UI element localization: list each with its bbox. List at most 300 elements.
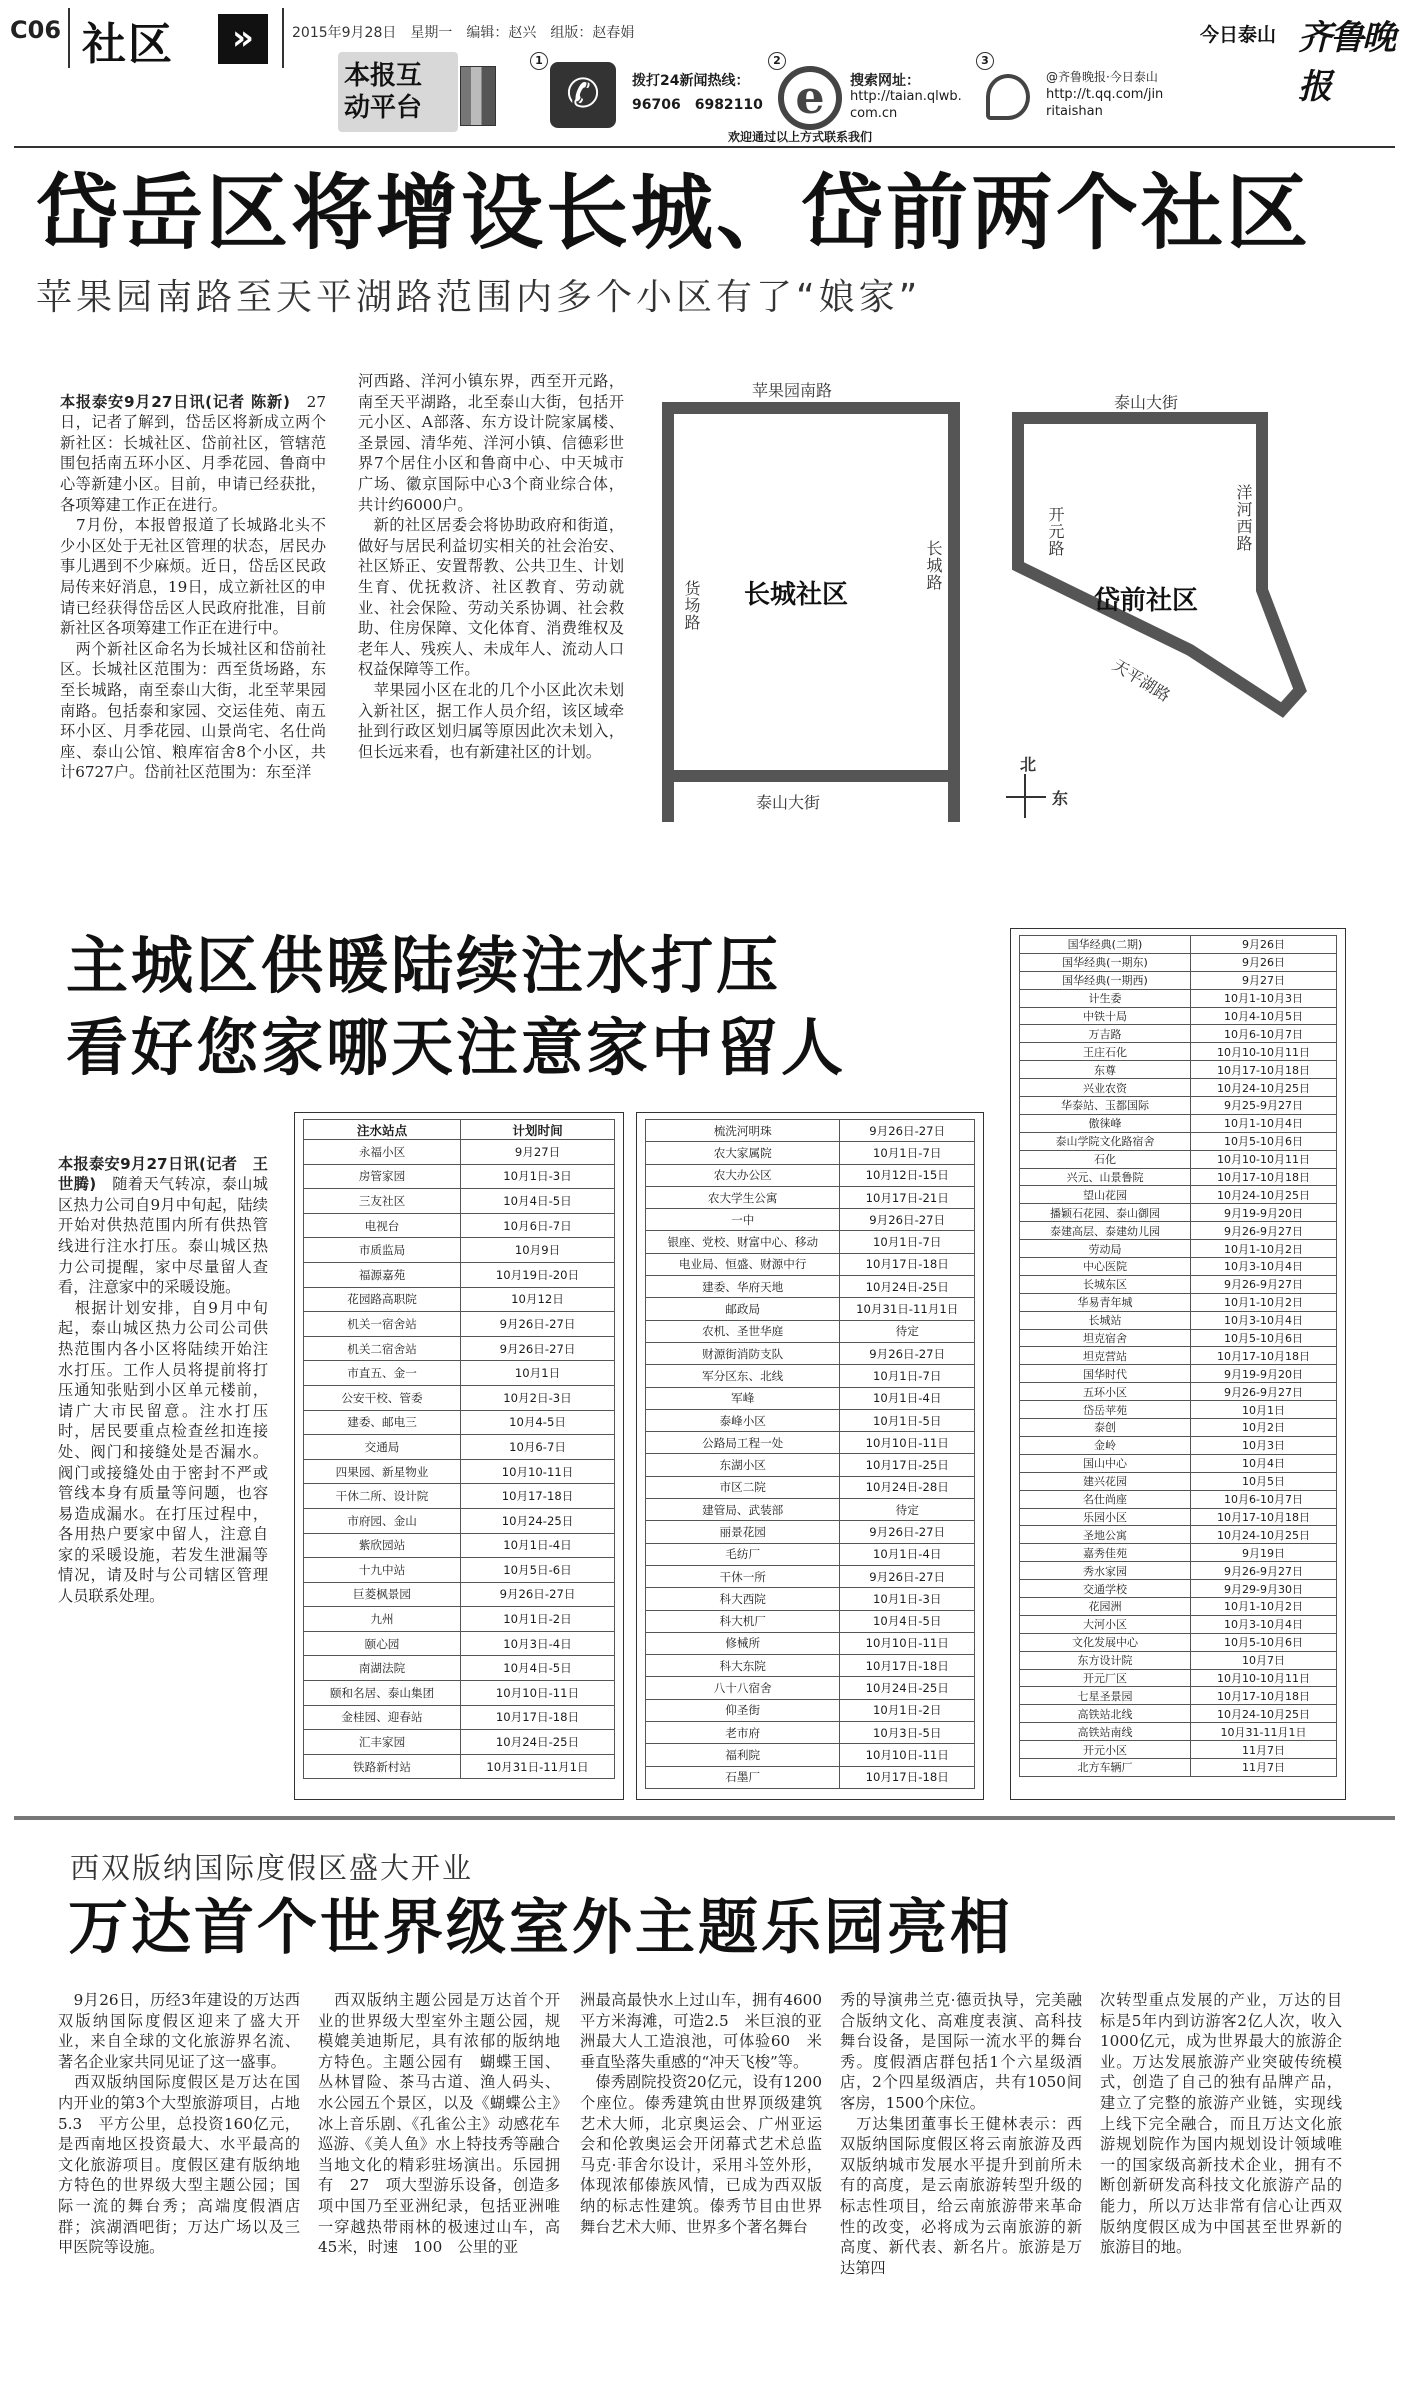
- article3-column-1: 9月26日，历经3年建设的万达西双版纳国际度假区迎来了盛大开业，来自全球的文化旅游界名流、著名企业家共同见证了这一盛事。 西双版纳国际度假区是万达在国内开业的第3个大型旅游项目，占地5.3 平方公里，总投资160亿元，是西南地区投资最大、水平最高的文化旅游项目。度假区建有版纳地方特色的世界级大型主题公园；国际一流的舞台秀；高端度假酒店群；滨湖酒吧街；万达广场以及三甲医院等设施。: [58, 1991, 300, 2257]
- article2-byline: 本报泰安9月27日讯(记者 王世腾): [58, 1154, 268, 1194]
- schedule-cell: 10月3日-4日: [461, 1631, 615, 1656]
- table-row: [1020, 1723, 1337, 1741]
- table-row: [646, 1231, 975, 1253]
- schedule-cell: 10月12日-15日: [840, 1164, 975, 1186]
- table-row: [646, 1610, 975, 1632]
- table-row: [646, 1409, 975, 1431]
- weibo-icon: [986, 74, 1030, 120]
- station-cell: 财源街消防支队: [646, 1342, 840, 1364]
- table-row: [304, 1631, 615, 1656]
- road-label: 苹果园南路: [752, 381, 833, 400]
- schedule-cell: 10月17日-25日: [840, 1454, 975, 1476]
- table-row: [646, 1432, 975, 1454]
- table-row: [1020, 989, 1337, 1007]
- table-header-row: [304, 1120, 615, 1140]
- table-row: [1020, 1651, 1337, 1669]
- table-row: [1020, 1043, 1337, 1061]
- table-row: [646, 1253, 975, 1275]
- article2-headline-line2: 看好您家哪天注意家中留人: [66, 1011, 847, 1084]
- table-row: [1020, 1186, 1337, 1204]
- station-cell: 农大办公区: [646, 1164, 840, 1186]
- table-row: [1020, 1669, 1337, 1687]
- schedule-cell: 9月26日-27日: [840, 1120, 975, 1142]
- table-row: [1020, 1472, 1337, 1490]
- station-cell: 七星圣景园: [1020, 1687, 1191, 1705]
- compass-icon: [1006, 796, 1046, 798]
- station-cell: 国华经典(二期): [1020, 936, 1191, 954]
- station-cell: 国华时代: [1020, 1365, 1191, 1383]
- heating-table-2: [636, 1112, 984, 1800]
- road-label: 洋河西路: [1234, 484, 1253, 552]
- schedule-cell: 10月1日-5日: [840, 1409, 975, 1431]
- station-cell: 修械所: [646, 1632, 840, 1654]
- schedule-cell: 9月26日-27日: [840, 1521, 975, 1543]
- table-row: [1020, 1401, 1337, 1419]
- schedule-cell: 9月26-9月27日: [1190, 1383, 1336, 1401]
- table-row: [1020, 1615, 1337, 1633]
- schedule-cell: 10月24-10月25日: [1190, 1186, 1336, 1204]
- schedule-cell: 10月10-11日: [461, 1459, 615, 1484]
- schedule-cell: 10月17日-18日: [461, 1705, 615, 1730]
- station-cell: 科大机厂: [646, 1610, 840, 1632]
- table-row: [646, 1454, 975, 1476]
- road-label: 泰山大街: [756, 793, 821, 812]
- heating-table: [645, 1119, 975, 1789]
- hotline-number[interactable]: 96706 6982110: [632, 97, 763, 113]
- schedule-cell: 9月26日-27日: [840, 1209, 975, 1231]
- schedule-cell: 10月17-10月18日: [1190, 1061, 1336, 1079]
- schedule-cell: 10月10日-11日: [840, 1744, 975, 1766]
- station-cell: 市质监局: [304, 1238, 461, 1263]
- station-cell: 秀水家园: [1020, 1562, 1191, 1580]
- schedule-cell: 10月24日-25日: [840, 1677, 975, 1699]
- road-label: 泰山大街: [1114, 393, 1179, 412]
- schedule-cell: 10月17日-21日: [840, 1186, 975, 1208]
- table-row: [1020, 1311, 1337, 1329]
- schedule-cell: 10月4日-5日: [461, 1189, 615, 1214]
- table-row: [646, 1543, 975, 1565]
- schedule-cell: 9月26-9月27日: [1190, 1222, 1336, 1240]
- table-row: [1020, 953, 1337, 971]
- schedule-cell: 10月4-5日: [461, 1410, 615, 1435]
- table-row: [1020, 1097, 1337, 1115]
- table-row: [1020, 1741, 1337, 1759]
- section-arrow-icon: »: [218, 14, 268, 64]
- schedule-cell: 9月26日-27日: [840, 1565, 975, 1587]
- article3-column-4: 秀的导演弗兰克·德贡执导，完美融合版纳文化、高难度表演、高科技舞台设备，是国际一流水平的舞台秀。度假酒店群包括1个六星级酒店，2个四星级酒店，共有1050间客房，1500个床位。 万达集团董事长王健林表示：西双版纳国际度假区将云南旅游及西双版纳城市发展水平提升到前所未有的高度，是云南旅游转型升级的标志性项目，给云南旅游带来革命性的改变，必将成为云南旅游的新高度、新代表、新名片。旅游是万达第四: [840, 1991, 1082, 2277]
- schedule-cell: 10月5-10月6日: [1190, 1132, 1336, 1150]
- schedule-cell: 10月1日-4日: [840, 1543, 975, 1565]
- table-row: [646, 1276, 975, 1298]
- table-row: [1020, 1007, 1337, 1025]
- station-cell: 岱岳苹苑: [1020, 1401, 1191, 1419]
- schedule-cell: 10月1-10月2日: [1190, 1597, 1336, 1615]
- table-row: [1020, 936, 1337, 954]
- station-cell: 望山花园: [1020, 1186, 1191, 1204]
- station-cell: 播颖石花园、泰山御园: [1020, 1204, 1191, 1222]
- platform-footer: 欢迎通过以上方式联系我们: [728, 130, 873, 144]
- schedule-cell: 10月24-25日: [461, 1508, 615, 1533]
- schedule-cell: 10月1-10月4日: [1190, 1114, 1336, 1132]
- schedule-cell: 9月26日: [1190, 936, 1336, 954]
- issue-meta: 2015年9月28日 星期一 编辑：赵兴 组版：赵春娟: [292, 25, 635, 41]
- article1-headline: 岱岳区将增设长城、岱前两个社区: [36, 166, 1312, 261]
- station-cell: 一中: [646, 1209, 840, 1231]
- station-cell: 丽景花园: [646, 1521, 840, 1543]
- article2-text: 随着天气转凉，泰山城区热力公司自9月中旬起，陆续开始对供热范围内所有供热管线进行注水打压。泰山城区热力公司提醒，家中尽量留人查看，注意家中的采暖设施。 根据计划安排，自9月中旬起，泰山城区热力公司公司供热范围内各小区将陆续开始注水打压。工作人员将提前将打压通知张贴到小区单元楼前，请广大市民留意。注水打压时，居民要重点检查丝扣连接处、阀门和接缝处是否漏水。阀门或接缝处由于密封不严或管线本身有质量等问题，也容易造成漏水。在打压过程中，各用热户要家中留人，注意自家的采暖设施，若发生泄漏等情况，请及时与公司辖区管理人员联系处理。: [58, 1175, 268, 1606]
- station-cell: 乐园小区: [1020, 1508, 1191, 1526]
- station-cell: 老市府: [646, 1722, 840, 1744]
- table-row: [304, 1238, 615, 1263]
- station-cell: 坦克宿舍: [1020, 1329, 1191, 1347]
- station-cell: 农机、圣世华庭: [646, 1320, 840, 1342]
- table-row: [304, 1189, 615, 1214]
- table-row: [1020, 1258, 1337, 1276]
- table-row: [304, 1213, 615, 1238]
- table-row: [304, 1140, 615, 1165]
- column-header: 计划时间: [461, 1120, 615, 1140]
- station-cell: 开元厂区: [1020, 1669, 1191, 1687]
- station-cell: 市府园、金山: [304, 1508, 461, 1533]
- schedule-cell: 10月6-7日: [461, 1435, 615, 1460]
- station-cell: 市直五、金一: [304, 1361, 461, 1386]
- table-row: [646, 1744, 975, 1766]
- table-row: [304, 1410, 615, 1435]
- station-cell: 电视台: [304, 1213, 461, 1238]
- schedule-cell: 10月5-10月6日: [1190, 1329, 1336, 1347]
- schedule-cell: 9月26日: [1190, 953, 1336, 971]
- station-cell: 紫欣园站: [304, 1533, 461, 1558]
- article2-body: [58, 1133, 268, 1733]
- schedule-cell: 10月24日-25日: [461, 1730, 615, 1755]
- road-label: 货场路: [682, 580, 701, 631]
- schedule-cell: 10月2日-3日: [461, 1385, 615, 1410]
- station-cell: 长城东区: [1020, 1275, 1191, 1293]
- station-cell: 国华经典(一期西): [1020, 971, 1191, 989]
- station-cell: 农大家属院: [646, 1142, 840, 1164]
- schedule-cell: 10月17-10月18日: [1190, 1347, 1336, 1365]
- schedule-cell: 10月1日-4日: [840, 1387, 975, 1409]
- station-cell: 巨菱枫景园: [304, 1582, 461, 1607]
- column-header: 注水站点: [304, 1120, 461, 1140]
- station-cell: 科大西院: [646, 1588, 840, 1610]
- article3-headline: 万达首个世界级室外主题乐园亮相: [68, 1893, 1013, 1963]
- table-row: [1020, 1347, 1337, 1365]
- table-row: [304, 1336, 615, 1361]
- table-row: [646, 1677, 975, 1699]
- station-cell: 公路局工程一处: [646, 1432, 840, 1454]
- schedule-cell: 10月10日-11日: [840, 1432, 975, 1454]
- schedule-cell: 10月17-10月18日: [1190, 1687, 1336, 1705]
- station-cell: 毛纺厂: [646, 1543, 840, 1565]
- table-row: [1020, 1687, 1337, 1705]
- schedule-cell: 10月1日-3日: [461, 1164, 615, 1189]
- table-row: [1020, 1633, 1337, 1651]
- schedule-cell: 10月31日-11月1日: [461, 1754, 615, 1779]
- phone-icon: ✆: [550, 62, 616, 128]
- station-cell: 华易青年城: [1020, 1293, 1191, 1311]
- station-cell: 永福小区: [304, 1140, 461, 1165]
- schedule-cell: 10月6-10月7日: [1190, 1025, 1336, 1043]
- table-row: [646, 1521, 975, 1543]
- table-row: [646, 1655, 975, 1677]
- schedule-cell: 9月19日: [1190, 1544, 1336, 1562]
- schedule-cell: 10月1日: [461, 1361, 615, 1386]
- schedule-cell: 10月17-10月18日: [1190, 1168, 1336, 1186]
- article1-column-1: [60, 371, 326, 881]
- table-row: [304, 1754, 615, 1779]
- article2-headline-line1: 主城区供暖陆续注水打压: [66, 929, 782, 1002]
- schedule-cell: 10月7日: [1190, 1651, 1336, 1669]
- heating-table: [1019, 935, 1337, 1777]
- step-number: 1: [530, 52, 548, 70]
- station-cell: 交通学校: [1020, 1580, 1191, 1598]
- station-cell: 计生委: [1020, 989, 1191, 1007]
- schedule-cell: 10月17日-18日: [840, 1253, 975, 1275]
- changcheng-map: [652, 381, 972, 840]
- station-cell: 东湖小区: [646, 1454, 840, 1476]
- table-row: [304, 1435, 615, 1460]
- road-label: 天平湖路: [1109, 655, 1174, 706]
- station-cell: 坦克营站: [1020, 1347, 1191, 1365]
- station-cell: 四果园、新星物业: [304, 1459, 461, 1484]
- weibo-url-link[interactable]: http://t.qq.com/jinritaishan: [1046, 87, 1164, 119]
- schedule-cell: 10月10-10月11日: [1190, 1043, 1336, 1061]
- table-row: [304, 1164, 615, 1189]
- interactive-platform-banner: [338, 48, 1220, 144]
- station-cell: 汇丰家园: [304, 1730, 461, 1755]
- schedule-cell: 9月26日-27日: [461, 1312, 615, 1337]
- schedule-cell: 11月7日: [1190, 1758, 1336, 1776]
- table-row: [646, 1565, 975, 1587]
- table-row: [304, 1681, 615, 1706]
- table-row: [1020, 1061, 1337, 1079]
- schedule-cell: 10月1日-7日: [840, 1365, 975, 1387]
- table-row: [646, 1342, 975, 1364]
- table-row: [304, 1558, 615, 1583]
- schedule-cell: 10月1-10月3日: [1190, 989, 1336, 1007]
- station-cell: 干休一所: [646, 1565, 840, 1587]
- schedule-cell: 10月1日-7日: [840, 1142, 975, 1164]
- schedule-cell: 11月7日: [1190, 1741, 1336, 1759]
- section-rule: [14, 1816, 1395, 1820]
- table-row: [1020, 1132, 1337, 1150]
- table-row: [304, 1262, 615, 1287]
- station-cell: 建管局、武装部: [646, 1499, 840, 1521]
- schedule-cell: 10月4-10月5日: [1190, 1007, 1336, 1025]
- table-row: [646, 1766, 975, 1788]
- station-cell: 建委、华府天地: [646, 1276, 840, 1298]
- heating-table-3: [1010, 928, 1346, 1800]
- header-divider: [282, 8, 284, 68]
- brand-logo: 齐鲁晚报: [1298, 18, 1394, 107]
- schedule-cell: 10月6日-7日: [461, 1213, 615, 1238]
- schedule-cell: 10月1日-3日: [840, 1588, 975, 1610]
- schedule-cell: 10月4日-5日: [461, 1656, 615, 1681]
- station-cell: 福利院: [646, 1744, 840, 1766]
- schedule-cell: 9月26-9月27日: [1190, 1562, 1336, 1580]
- schedule-cell: 10月3-10月4日: [1190, 1311, 1336, 1329]
- station-cell: 石化: [1020, 1150, 1191, 1168]
- schedule-cell: 10月10日-11日: [461, 1681, 615, 1706]
- schedule-cell: 10月17-18日: [461, 1484, 615, 1509]
- station-cell: 嘉秀佳苑: [1020, 1544, 1191, 1562]
- station-cell: 建委、邮电三: [304, 1410, 461, 1435]
- table-row: [304, 1607, 615, 1632]
- article3-column-5: 次转型重点发展的产业，万达的目标是5年内到访游客2亿人次，收入1000亿元，成为世界最大的旅游企业。万达发展旅游产业突破传统模式，创造了自己的独有品牌产品，建立了完整的旅游产业链，实现线上线下完全融合，而且万达文化旅游规划院作为国内规划设计领域唯一的国家级高新技术企业，拥有不断创新研发高科技文化旅游产品的能力，所以万达非常有信心让西双版纳度假区成为中国甚至世界新的旅游目的地。: [1100, 1991, 1342, 2257]
- station-cell: 建兴花园: [1020, 1472, 1191, 1490]
- station-cell: 国山中心: [1020, 1454, 1191, 1472]
- article1-byline: 本报泰安9月27日讯(记者 陈新): [60, 392, 290, 411]
- table-row: [304, 1508, 615, 1533]
- schedule-cell: 10月5-10月6日: [1190, 1633, 1336, 1651]
- station-cell: 万吉路: [1020, 1025, 1191, 1043]
- station-cell: 机关一宿舍站: [304, 1312, 461, 1337]
- station-cell: 五环小区: [1020, 1383, 1191, 1401]
- schedule-cell: 10月1日: [1190, 1401, 1336, 1419]
- station-cell: 高铁站南线: [1020, 1723, 1191, 1741]
- table-row: [1020, 1436, 1337, 1454]
- schedule-cell: 10月10日-11日: [840, 1632, 975, 1654]
- table-row: [1020, 1562, 1337, 1580]
- schedule-cell: 10月4日: [1190, 1454, 1336, 1472]
- station-cell: 泰创: [1020, 1419, 1191, 1437]
- table-row: [304, 1361, 615, 1386]
- station-cell: 梳洗河明珠: [646, 1120, 840, 1142]
- station-cell: 泰峰小区: [646, 1409, 840, 1431]
- table-row: [304, 1705, 615, 1730]
- schedule-cell: 9月27日: [1190, 971, 1336, 989]
- table-row: [646, 1298, 975, 1320]
- table-row: [646, 1365, 975, 1387]
- table-row: [1020, 1168, 1337, 1186]
- station-cell: 农大学生公寓: [646, 1186, 840, 1208]
- station-cell: 花园洲: [1020, 1597, 1191, 1615]
- table-row: [646, 1209, 975, 1231]
- table-row: [1020, 1705, 1337, 1723]
- schedule-cell: 10月3日: [1190, 1436, 1336, 1454]
- station-cell: 福源嘉苑: [304, 1262, 461, 1287]
- station-cell: 文化发展中心: [1020, 1633, 1191, 1651]
- table-row: [304, 1656, 615, 1681]
- station-cell: 金岭: [1020, 1436, 1191, 1454]
- station-cell: 铁路新村站: [304, 1754, 461, 1779]
- table-row: [646, 1588, 975, 1610]
- station-cell: 八十八宿舍: [646, 1677, 840, 1699]
- table-row: [646, 1387, 975, 1409]
- station-cell: 十九中站: [304, 1558, 461, 1583]
- web-url-link[interactable]: http://taian.qlwb.com.cn: [850, 89, 962, 121]
- schedule-cell: 9月26-9月27日: [1190, 1275, 1336, 1293]
- schedule-cell: 10月2日: [1190, 1419, 1336, 1437]
- station-cell: 东方设计院: [1020, 1651, 1191, 1669]
- section-name: 社区: [82, 19, 174, 70]
- station-cell: 石墨厂: [646, 1766, 840, 1788]
- table-row: [1020, 1222, 1337, 1240]
- page-number: C06: [10, 16, 62, 44]
- schedule-cell: 10月1-10月2日: [1190, 1240, 1336, 1258]
- community-name: 长城社区: [744, 580, 849, 610]
- table-row: [1020, 1383, 1337, 1401]
- schedule-cell: 10月17-10月18日: [1190, 1508, 1336, 1526]
- station-cell: 干休二所、设计院: [304, 1484, 461, 1509]
- station-cell: 圣地公寓: [1020, 1526, 1191, 1544]
- schedule-cell: 10月1日-7日: [840, 1231, 975, 1253]
- step-number: 2: [768, 52, 786, 70]
- table-row: [1020, 1293, 1337, 1311]
- schedule-cell: 10月31-11月1日: [1190, 1723, 1336, 1741]
- table-row: [1020, 1079, 1337, 1097]
- schedule-cell: 10月3日-5日: [840, 1722, 975, 1744]
- station-cell: 银座、党校、财富中心、移动: [646, 1231, 840, 1253]
- schedule-cell: 10月24日-25日: [840, 1276, 975, 1298]
- station-cell: 兴元、山景鲁院: [1020, 1168, 1191, 1186]
- table-row: [304, 1385, 615, 1410]
- article1-column-2: 河西路、洋河小镇东界，西至开元路，南至天平湖路，北至泰山大街，包括开元小区、A部落、东方设计院家属楼、圣景园、清华苑、洋河小镇、信德彩世界7个居住小区和鲁商中心、中天城市广场、徽京国际中心3个商业综合体，共计约6000户。 新的社区居委会将协助政府和街道，做好与居民利益切实相关的社会治安、社区矫正、安置帮教、公共卫生、计划生育、优抚救济、社区教育、劳动就业、社会保险、劳动关系协调、社会救助、住房保障、文化体育、消费维权及老年人、残疾人、未成年人、流动人口权益保障等工作。 苹果园小区在北的几个小区此次未划入新社区，据工作人员介绍，该区域牵扯到行政区划归属等原因此次未划入，但长远来看，也有新建社区的计划。: [358, 372, 624, 761]
- table-row: [304, 1287, 615, 1312]
- table-row: [1020, 1508, 1337, 1526]
- table-row: [646, 1164, 975, 1186]
- schedule-cell: 10月5日: [1190, 1472, 1336, 1490]
- station-cell: 王庄石化: [1020, 1043, 1191, 1061]
- table-row: [1020, 1275, 1337, 1293]
- station-cell: 颐心园: [304, 1631, 461, 1656]
- article1-subtitle: 苹果园南路至天平湖路范围内多个小区有了“娘家”: [36, 277, 922, 318]
- compass-east: 东: [1052, 789, 1069, 808]
- schedule-cell: 9月26日-27日: [840, 1342, 975, 1364]
- table-row: [646, 1632, 975, 1654]
- table-row: [646, 1722, 975, 1744]
- table-row: [1020, 1580, 1337, 1598]
- web-label: 搜索网址：: [850, 73, 920, 89]
- table-row: [304, 1533, 615, 1558]
- station-cell: 大河小区: [1020, 1615, 1191, 1633]
- article3-column-3: 洲最高最快水上过山车，拥有4600 平方米海滩，可造2.5 米巨浪的亚洲最大人工造浪池，可体验60 米垂直坠落失重感的“冲天飞梭”等。 傣秀剧院投资20亿元，设有1200 个座位。傣秀建筑由世界顶级建筑艺术大师，北京奥运会、广州亚运会和伦敦奥运会开闭幕式艺术总监马克·菲舍尔设计，采用斗笠外形，体现浓郁傣族风情，已成为西双版纳的标志性建筑。傣秀节目由世界舞台艺术大师、世界多个著名舞台: [580, 1991, 822, 2236]
- station-cell: 军峰: [646, 1387, 840, 1409]
- station-cell: 东尊: [1020, 1061, 1191, 1079]
- table-row: [646, 1186, 975, 1208]
- daiqian-map: [1000, 390, 1360, 860]
- schedule-cell: 10月1日-2日: [461, 1607, 615, 1632]
- schedule-cell: 10月12日: [461, 1287, 615, 1312]
- table-row: [1020, 1419, 1337, 1437]
- article1-col1-text: 27日，记者了解到，岱岳区将新成立两个新社区：长城社区、岱前社区，管辖范围包括南五环小区、月季花园、鲁商中心等新建小区。目前，申请已经获批，各项筹建工作正在进行。 7月份，本报曾报道了长城路北头不少小区处于无社区管理的状态，居民办事儿遇到不少麻烦。近日，岱岳区民政局传来好消息，19日，成立新社区的申请已经获得岱岳区人民政府批准，目前新社区各项筹建工作正在进行中。 两个新社区命名为长城社区和岱前社区。长城社区范围为：西至货场路，东至长城路，南至泰山大街，北至苹果园南路。包括泰和家园、交运佳苑、南五环小区、月季花园、山景尚宅、名仕尚座、泰山公馆、粮库宿舍8个小区，共计6727户。岱前社区范围为：东至洋: [60, 392, 326, 782]
- schedule-cell: 10月1日-2日: [840, 1699, 975, 1721]
- table-row: [646, 1320, 975, 1342]
- station-cell: 机关二宿舍站: [304, 1336, 461, 1361]
- weibo-label: @齐鲁晚报·今日泰山: [1046, 70, 1158, 84]
- schedule-cell: 10月19日-20日: [461, 1262, 615, 1287]
- road-label: 开元路: [1046, 506, 1065, 557]
- table-row: [646, 1120, 975, 1142]
- table-row: [1020, 1454, 1337, 1472]
- header-rule: [14, 146, 1395, 148]
- table-row: [1020, 1240, 1337, 1258]
- table-row: [1020, 1114, 1337, 1132]
- station-cell: 开元小区: [1020, 1741, 1191, 1759]
- schedule-cell: 10月1日-4日: [461, 1533, 615, 1558]
- platform-title-line: 动平台: [344, 93, 423, 123]
- station-cell: 泰建高层、泰建幼儿园: [1020, 1222, 1191, 1240]
- schedule-cell: 10月3-10月4日: [1190, 1615, 1336, 1633]
- schedule-cell: 9月25-9月27日: [1190, 1097, 1336, 1115]
- heating-table: [303, 1119, 615, 1779]
- station-cell: 军分区东、北线: [646, 1365, 840, 1387]
- table-row: [1020, 1150, 1337, 1168]
- schedule-cell: 10月10-10月11日: [1190, 1669, 1336, 1687]
- schedule-cell: 10月24-10月25日: [1190, 1079, 1336, 1097]
- hotline-label: 拨打24新闻热线：: [632, 73, 750, 89]
